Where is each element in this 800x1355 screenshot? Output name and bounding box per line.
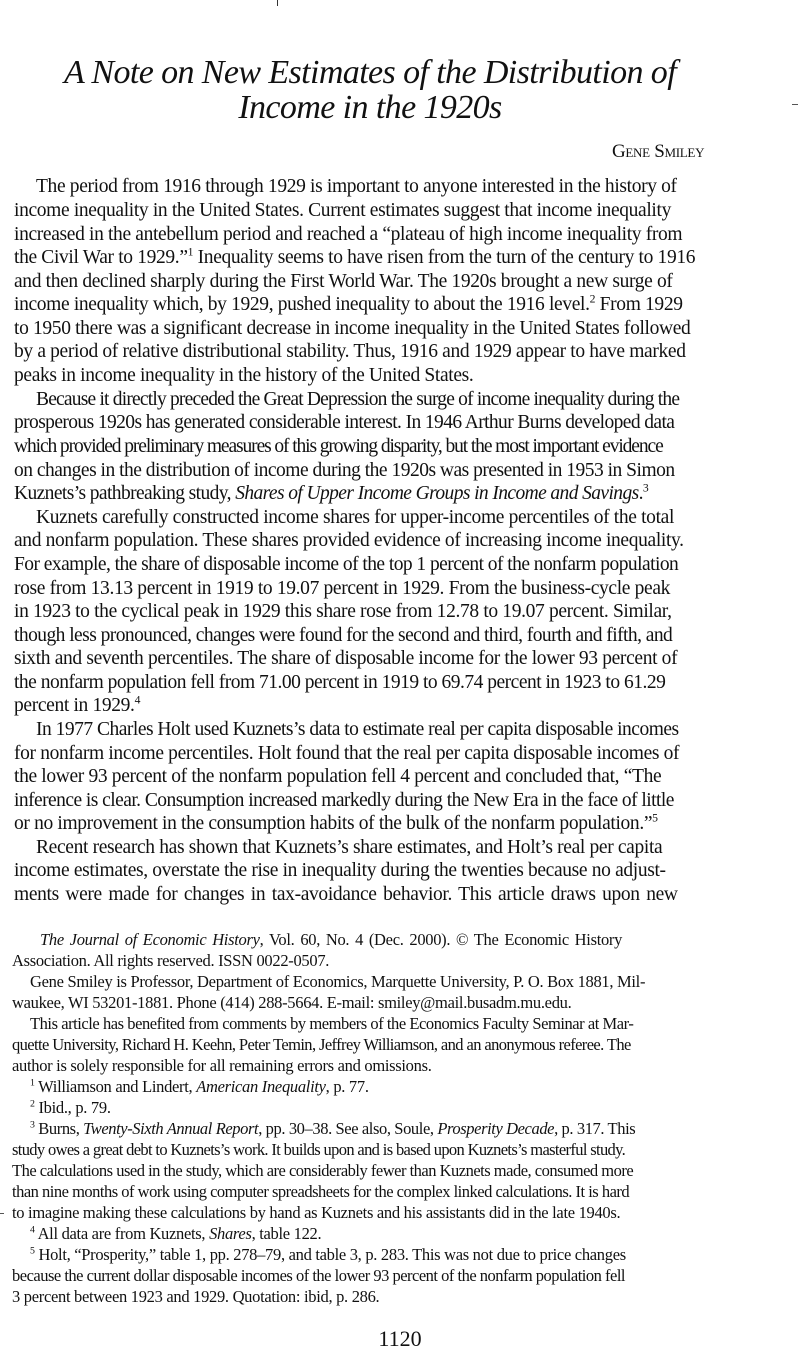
- author-name: Gene Smiley: [612, 141, 705, 162]
- crop-mark: [277, 0, 278, 6]
- book-title: Shares of Upper Income Groups in Income and Savings: [235, 483, 639, 504]
- footnote-ref[interactable]: 4: [134, 693, 141, 707]
- article-title-line-1: A Note on New Estimates of the Distribution of: [63, 54, 677, 91]
- footnote-ref[interactable]: 1: [187, 245, 194, 259]
- crop-mark: [792, 104, 798, 105]
- footnote-ref[interactable]: 5: [652, 811, 658, 825]
- journal-name: The Journal of Economic History: [40, 930, 260, 949]
- footnote-ref[interactable]: 3: [642, 481, 649, 495]
- crop-mark: [0, 1213, 4, 1214]
- journal-page: A Note on New Estimates of the Distribution of Income in the 1920s Gene Smiley The period from 1916 through 1929 is important to anyone interested in the history of income inequality in the United States. Current estimates suggest that income inequality increased in the antebellum period and reached a “plateau of high income inequality from the Civil War to 1929.”$^1$ Inequality seems to have risen from the turn of the century to 1916 and then declined sharply during the First World War. The 1920s brought a new surge of income inequality which, by 1929, pushed inequality to about the 1916 level.$^2$ From 1929 to 1950 there was a significant decrease in income inequality in the United States followed by a period of relative distributional stability. Thus, 1916 and 1929 appear to have marked peaks in income inequality in the history of the United States. Because it directly preceded the Great Depression the surge of income inequality during the prosperous 1920s has generated considerable interest. In 1946 Arthur Burns developed data which provided preliminary measures of this growing disparity, but the most important evidence on changes in the distribution of income during the 1920s was presented in 1953 in Simon Kuznets’s pathbreaking study, Shares of Upper Income Groups in Income and Savings.$^3$ Kuznets carefully constructed income shares for upper-income percentiles of the total and nonfarm population. These shares provided evidence of increasing income inequality. For example, the share of disposable income of the top 1 percent of the nonfarm population rose from 13.13 percent in 1919 to 19.07 percent in 1929. From the business-cycle peak in 1923 to the cyclical peak in 1929 this share rose from 12.78 to 19.07 percent. Similar, though less pronounced, changes were found for the second and third, fourth and fifth, and sixth and seventh percentiles. The share of disposable income for the lower 93 percent of the nonfarm population fell from 71.00 percent in 1919 to 69.74 percent in 1923 to 61.29 percent in 1929.$^4$ In 1977 Charles Holt used Kuznets’s data to estimate real per capita disposable incomes for nonfarm income percentiles. Holt found that the real per capita disposable incomes of the lower 93 percent of the nonfarm population fell 4 percent and concluded that, “The inference is clear. Consumption increased markedly during the New Era in the face of little or no improvement in the consumption habits of the bulk of the nonfarm population.”$^5$ Recent research has shown that Kuznets’s share estimates, and Holt’s real per capita income estimates, overstate the rise in inequality during the twenties because no adjust- ments were made for changes in tax-avoidance behavior. This article draws upon new The Journal of Economic History, Vol. 60, No. 4 (Dec. 2000). © The Economic History Association. All rights reserved. ISSN 0022-0507. Gene Smiley is Professor, Department of Economics, Marquette University, P. O. Box 1881, Mil- waukee, WI 53201-1881. Phone (414) 288-5664. E-mail: smiley@mail.busadm.mu.edu. This article has benefited from comments by members of the Economics Faculty Seminar at Mar- quette University, Richard H. Keehn, Peter Temin, Jeffrey Williamson, and an anonymous referee. The author is solely responsible for all remaining errors and omissions. $^1$ Williamson and Lindert, American Inequality, p. 77. $^2$ Ibid., p. 79. $^3$ Burns, Twenty-Sixth Annual Report, pp. 30–38. See also, Soule, Prosperity Decade, p. 317. This study owes a great debt to Kuznets’s work. It builds upon and is based upon Kuznets’s masterful study. The calculations used in the study, which are considerably fewer than Kuznets made, consumed more than nine months of work using computer spreadsheets for the complex linked calculations. It is hard to imagine making these calculations by hand as Kuznets and his assistants did in the late 1940s. $^4$ All data are from Kuznets, Shares, table 122. $^5$ Holt, “Prosperity,” table 1, pp. 278–79, and table 3, p. 283. This was not due to price changes because the current dollar disposable incomes of the lower 93 percent of the nonfarm population fell 3 percent between 1923 and 1929. Quotation: ibid, p. 286. 1120: [0, 0, 800, 1355]
- footnote-ref[interactable]: 2: [589, 292, 596, 306]
- page-number: 1120: [378, 1326, 422, 1351]
- article-title-line-2: Income in the 1920s: [238, 89, 502, 126]
